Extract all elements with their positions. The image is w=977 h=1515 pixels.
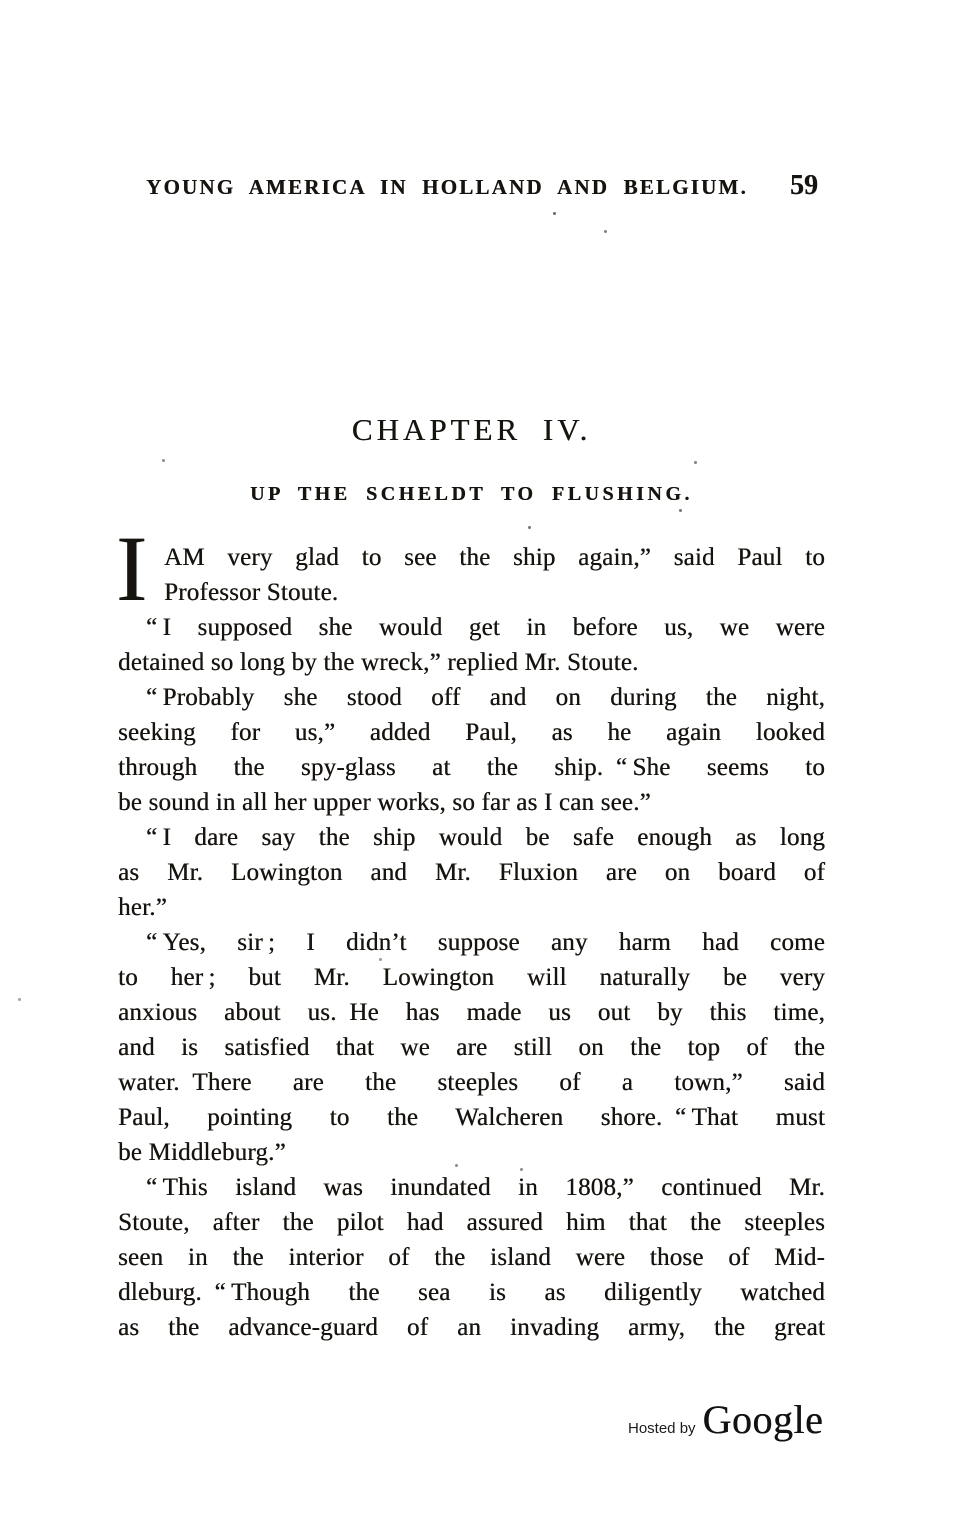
- scan-speck: [18, 998, 21, 1001]
- body-text: [116, 518, 825, 1345]
- scan-speck: [520, 1168, 523, 1171]
- google-logo: Google: [702, 1397, 824, 1442]
- chapter-subheading: UP THE SCHELDT TO FLUSHING.: [250, 483, 693, 505]
- body-paragraph: [116, 518, 825, 621]
- body-paragraph: [118, 1170, 825, 1345]
- body-paragraph: [118, 610, 825, 680]
- body-line: water. There are the steeples of a town,” said: [118, 1069, 825, 1096]
- hosted-by-label: Hosted by: [628, 1420, 696, 1437]
- body-line: anxious about us. He has made us out by this time,: [118, 999, 825, 1026]
- body-line: Stoute, after the pilot had assured him that the steeples: [118, 1209, 825, 1236]
- scan-speck: [528, 526, 531, 529]
- body-line: seeking for us,” added Paul, as he again looked: [118, 719, 825, 746]
- chapter-heading: CHAPTER IV.: [351, 412, 592, 447]
- body-paragraph: [118, 680, 825, 820]
- body-line: “ Probably she stood off and on during the night,: [146, 684, 825, 711]
- page-number: 59: [790, 170, 818, 201]
- body-line: Paul, pointing to the Walcheren shore. “ That must: [118, 1104, 825, 1131]
- scan-speck: [679, 509, 682, 512]
- body-line: “ I dare say the ship would be safe enough as long: [146, 824, 825, 851]
- scan-speck: [694, 461, 697, 464]
- scan-speck: [162, 459, 165, 462]
- scan-speck: [455, 1164, 458, 1167]
- scan-speck: [379, 958, 382, 961]
- body-line: detained so long by the wreck,” replied Mr. Stoute.: [118, 649, 639, 676]
- body-line: Professor Stoute.: [164, 579, 339, 606]
- scan-speck: [604, 230, 607, 233]
- body-line: through the spy-glass at the ship. “ She seems to: [118, 754, 825, 781]
- scan-speck: [553, 212, 556, 215]
- drop-cap-letter: I: [116, 518, 148, 621]
- body-line: to her ; but Mr. Lowington will naturally be very: [118, 964, 825, 991]
- body-line: dleburg. “ Though the sea is as diligently watched: [118, 1279, 825, 1306]
- body-line: “ This island was inundated in 1808,” continued Mr.: [146, 1174, 825, 1201]
- body-line: AM very glad to see the ship again,” said Paul to: [164, 544, 825, 571]
- page-header: [118, 170, 818, 202]
- google-watermark: [628, 1396, 823, 1443]
- body-line: her.”: [118, 894, 167, 921]
- body-line: be Middleburg.”: [118, 1139, 286, 1166]
- body-paragraph: [118, 820, 825, 925]
- body-line: “ I supposed she would get in before us, we were: [146, 614, 825, 641]
- body-line: be sound in all her upper works, so far as I can see.”: [118, 789, 651, 816]
- body-line: and is satisfied that we are still on the top of the: [118, 1034, 825, 1061]
- body-line: “ Yes, sir ; I didn’t suppose any harm had come: [146, 929, 825, 956]
- body-line: as Mr. Lowington and Mr. Fluxion are on board of: [118, 859, 825, 886]
- body-paragraph: [118, 925, 825, 1170]
- running-title: YOUNG AMERICA IN HOLLAND AND BELGIUM.: [146, 175, 748, 199]
- body-line: seen in the interior of the island were those of Mid-: [118, 1244, 825, 1271]
- body-line: as the advance-guard of an invading army, the great: [118, 1314, 825, 1341]
